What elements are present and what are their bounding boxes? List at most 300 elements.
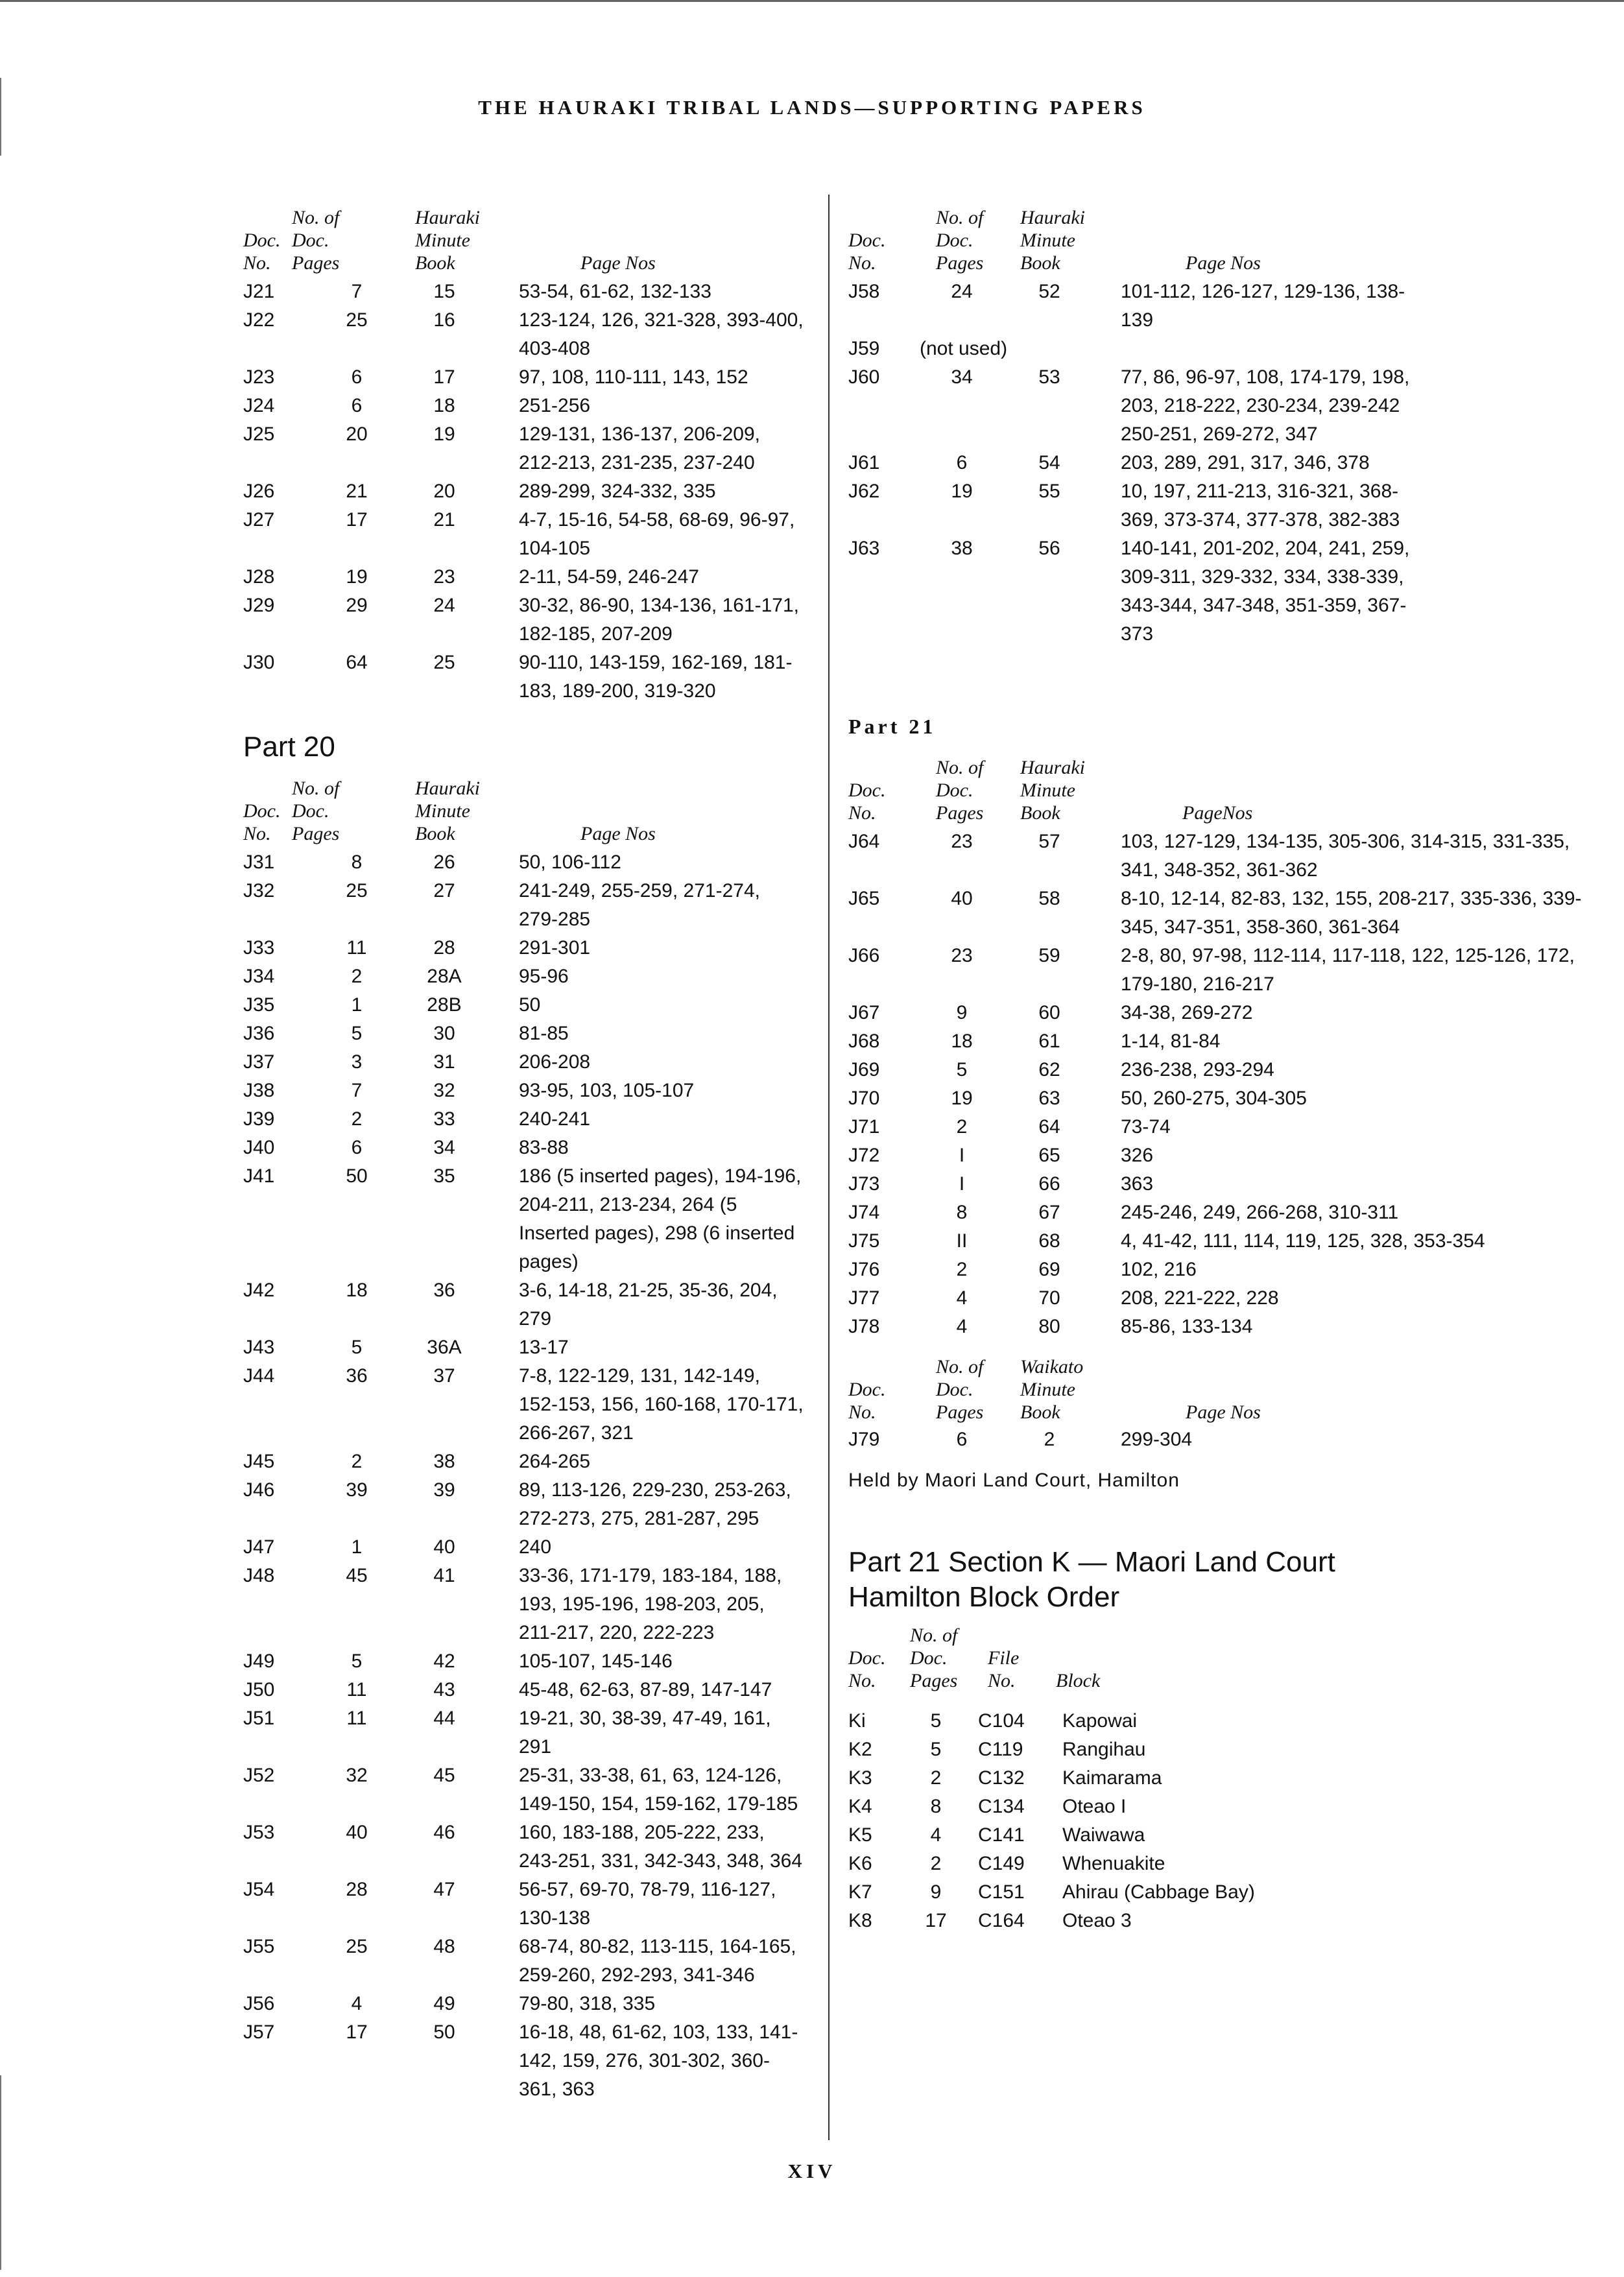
page-numbers: 79-80, 318, 335	[519, 1993, 656, 2014]
page-numbers: 4, 41-42, 111, 114, 119, 125, 328, 353-354	[1121, 1230, 1485, 1252]
doc-page-count: 39	[346, 1479, 368, 1501]
column-header: Doc.	[243, 230, 281, 251]
column-header: Doc.	[936, 780, 973, 801]
column-header: Book	[1020, 1401, 1060, 1423]
column-header: Doc.	[848, 1379, 886, 1400]
page-numbers: 103, 127-129, 134-135, 305-306, 314-315, 331-335, 341, 348-352, 361-362	[1121, 831, 1570, 881]
doc-number: J61	[848, 452, 880, 473]
page-numbers: 240	[519, 1536, 552, 1558]
doc-number: J34	[243, 966, 275, 987]
doc-number: J74	[848, 1202, 880, 1223]
doc-page-count: 25	[346, 1936, 368, 1957]
page-numbers: 97, 108, 110-111, 143, 152	[519, 366, 748, 388]
doc-page-count: 19	[951, 481, 973, 502]
column-header: Book	[415, 823, 455, 844]
doc-page-count: 6	[956, 452, 968, 473]
doc-number: K5	[848, 1824, 872, 1846]
page-numbers: 30-32, 86-90, 134-136, 161-171, 182-185, 207-209	[519, 595, 799, 645]
doc-number: J46	[243, 1479, 275, 1501]
column-header: Pages	[936, 1401, 984, 1423]
doc-number: J62	[848, 481, 880, 502]
minute-book: 67	[1038, 1202, 1060, 1223]
doc-page-count: 2	[351, 1108, 363, 1130]
doc-page-count: 36	[346, 1365, 368, 1387]
doc-number: J78	[848, 1316, 880, 1337]
doc-page-count: 8	[930, 1796, 942, 1817]
doc-number: J68	[848, 1031, 880, 1052]
column-header: Doc.	[848, 230, 886, 251]
doc-page-count: 34	[951, 366, 973, 388]
page-numbers: 2-11, 54-59, 246-247	[519, 566, 699, 588]
minute-book: 70	[1038, 1287, 1060, 1309]
minute-book: 41	[433, 1565, 455, 1586]
column-header: Minute	[1020, 230, 1075, 251]
doc-number: J63	[848, 538, 880, 559]
doc-number: K6	[848, 1853, 872, 1874]
block-name: Rangihau	[1062, 1739, 1146, 1760]
doc-page-count: 2	[930, 1767, 942, 1789]
page-numbers: 264-265	[519, 1451, 591, 1472]
doc-number: J73	[848, 1173, 880, 1195]
doc-number: J72	[848, 1145, 880, 1166]
minute-book: 21	[433, 509, 455, 531]
page-numbers: 90-110, 143-159, 162-169, 181-183, 189-200, 319-320	[519, 652, 793, 702]
page-numbers: 34-38, 269-272	[1121, 1002, 1253, 1023]
page-numbers: 45-48, 62-63, 87-89, 147-147	[519, 1679, 772, 1700]
page-numbers: 105-107, 145-146	[519, 1651, 673, 1672]
doc-number: J38	[243, 1080, 275, 1101]
page-numbers: 50, 106-112	[519, 852, 621, 873]
doc-page-count: 18	[951, 1031, 973, 1052]
minute-book: 60	[1038, 1002, 1060, 1023]
doc-page-count: 45	[346, 1565, 368, 1586]
doc-number: J76	[848, 1259, 880, 1280]
column-header-page-nos: Page Nos	[580, 823, 656, 844]
doc-number: J71	[848, 1116, 880, 1138]
column-header: Hauraki	[1020, 207, 1085, 228]
page-numbers: 73-74	[1121, 1116, 1171, 1138]
page-numbers: 56-57, 69-70, 78-79, 116-127, 130-138	[519, 1879, 776, 1929]
page-numbers: 13-17	[519, 1337, 569, 1358]
doc-page-count: I	[959, 1173, 965, 1195]
column-header: Hauraki	[415, 778, 480, 799]
doc-page-count: 21	[346, 481, 368, 502]
minute-book: 66	[1038, 1173, 1060, 1195]
page-numbers: 4-7, 15-16, 54-58, 68-69, 96-97, 104-105	[519, 509, 795, 559]
file-number: C149	[978, 1853, 1025, 1874]
doc-page-count: 7	[351, 1080, 363, 1101]
doc-page-count: 8	[351, 852, 363, 873]
doc-page-count: 11	[346, 1708, 367, 1729]
minute-book: 24	[433, 595, 455, 616]
doc-page-count: 4	[351, 1993, 363, 2014]
minute-book: 18	[433, 395, 455, 416]
minute-book: 45	[433, 1765, 455, 1786]
minute-book: 42	[433, 1651, 455, 1672]
page-numbers: 8-10, 12-14, 82-83, 132, 155, 208-217, 335-336, 339-345, 347-351, 358-360, 361-364	[1121, 888, 1582, 938]
doc-page-count: I	[959, 1145, 965, 1166]
page-numbers: 160, 183-188, 205-222, 233, 243-251, 331, 342-343, 348, 364	[519, 1822, 803, 1872]
column-header: No. of	[910, 1625, 958, 1646]
minute-book: 38	[433, 1451, 455, 1472]
doc-number: J70	[848, 1088, 880, 1109]
doc-number: J41	[243, 1165, 275, 1187]
page-numbers: 2-8, 80, 97-98, 112-114, 117-118, 122, 125-126, 172, 179-180, 216-217	[1121, 945, 1575, 995]
column-header: Hauraki	[415, 207, 480, 228]
page-numbers: 236-238, 293-294	[1121, 1059, 1274, 1080]
minute-book: 56	[1038, 538, 1060, 559]
column-header: Pages	[936, 802, 984, 824]
doc-number: J75	[848, 1230, 880, 1252]
page-numbers: 245-246, 249, 266-268, 310-311	[1121, 1202, 1399, 1223]
page-numbers: 3-6, 14-18, 21-25, 35-36, 204, 279	[519, 1280, 778, 1329]
doc-number: J33	[243, 937, 275, 959]
minute-book: 59	[1038, 945, 1060, 966]
column-header: No. of	[936, 1356, 984, 1377]
page-numbers: 81-85	[519, 1023, 569, 1044]
doc-number: J52	[243, 1765, 275, 1786]
doc-number: J40	[243, 1137, 275, 1158]
page-numbers: 50	[519, 994, 541, 1016]
top-edge-line	[0, 0, 1624, 2]
doc-number: K7	[848, 1881, 872, 1903]
doc-number: J28	[243, 566, 275, 588]
doc-page-count: 5	[351, 1023, 363, 1044]
minute-book: 19	[433, 423, 455, 445]
doc-number: J32	[243, 880, 275, 901]
doc-number: J51	[243, 1708, 275, 1729]
minute-book: 49	[433, 1993, 455, 2014]
column-header: Minute	[415, 800, 470, 822]
doc-page-count: 23	[951, 945, 973, 966]
doc-page-count: 17	[925, 1910, 947, 1931]
doc-page-count: 40	[346, 1822, 368, 1843]
minute-book: 61	[1038, 1031, 1060, 1052]
minute-book: 50	[433, 2021, 455, 2043]
minute-book: 57	[1038, 831, 1060, 852]
doc-number: J53	[243, 1822, 275, 1843]
column-header: Book	[415, 252, 455, 274]
column-header: Doc.	[292, 800, 329, 822]
doc-page-count: 4	[956, 1316, 968, 1337]
column-header: No.	[243, 823, 271, 844]
column-header: No. of	[936, 207, 984, 228]
minute-book: 40	[433, 1536, 455, 1558]
doc-number: J65	[848, 888, 880, 909]
doc-number: J21	[243, 281, 275, 302]
page-numbers: 363	[1121, 1173, 1154, 1195]
doc-number: J54	[243, 1879, 275, 1900]
minute-book: 64	[1038, 1116, 1060, 1138]
doc-number: J23	[243, 366, 275, 388]
minute-book: 46	[433, 1822, 455, 1843]
page-numbers: 299-304	[1121, 1429, 1193, 1450]
page-numbers: 19-21, 30, 38-39, 47-49, 161, 291	[519, 1708, 771, 1758]
page-numbers: 1-14, 81-84	[1121, 1031, 1221, 1052]
column-header: Minute	[1020, 1379, 1075, 1400]
doc-number: J30	[243, 652, 275, 673]
doc-number: J24	[243, 395, 275, 416]
minute-book: 20	[433, 481, 455, 502]
doc-page-count: 25	[346, 309, 368, 331]
column-header: No.	[848, 1670, 876, 1691]
minute-book: 36A	[427, 1337, 462, 1358]
block-name: Oteao 3	[1062, 1910, 1132, 1931]
doc-number: J42	[243, 1280, 275, 1301]
column-header: Doc.	[848, 1647, 886, 1669]
column-header: Pages	[292, 252, 340, 274]
section-title: Part 21 Section K — Maori Land Court	[848, 1546, 1335, 1578]
doc-page-count: 4	[930, 1824, 942, 1846]
page-numbers: 206-208	[519, 1051, 591, 1073]
minute-book: 53	[1038, 366, 1060, 388]
doc-page-count: 23	[951, 831, 973, 852]
section-title: Part 21	[848, 715, 937, 738]
doc-number: J56	[243, 1993, 275, 2014]
minute-book: 52	[1038, 281, 1060, 302]
minute-book: 54	[1038, 452, 1060, 473]
column-header: Doc.	[292, 230, 329, 251]
page-numbers: 102, 216	[1121, 1259, 1197, 1280]
doc-page-count: 9	[956, 1002, 968, 1023]
doc-number: J36	[243, 1023, 275, 1044]
minute-book: 43	[433, 1679, 455, 1700]
minute-book: 28	[433, 937, 455, 959]
page-numbers: 140-141, 201-202, 204, 241, 259, 309-311, 329-332, 334, 338-339, 343-344, 347-348, 351-359, 367-373	[1121, 538, 1410, 645]
doc-page-count: 2	[351, 1451, 363, 1472]
column-header: Pages	[936, 252, 984, 274]
doc-number: J44	[243, 1365, 275, 1387]
doc-number: K3	[848, 1767, 872, 1789]
column-header-block: Block	[1056, 1670, 1101, 1691]
block-name: Waiwawa	[1062, 1824, 1145, 1846]
page-numbers: 208, 221-222, 228	[1121, 1287, 1279, 1309]
doc-number: J27	[243, 509, 275, 531]
doc-page-count: 1	[351, 994, 363, 1016]
doc-number: J48	[243, 1565, 275, 1586]
column-header: File	[988, 1647, 1020, 1669]
page-numbers: 89, 113-126, 229-230, 253-263, 272-273, 275, 281-287, 295	[519, 1479, 791, 1529]
minute-book: 80	[1038, 1316, 1060, 1337]
block-name: Oteao I	[1062, 1796, 1127, 1817]
page-title: THE HAURAKI TRIBAL LANDS—SUPPORTING PAPERS	[478, 96, 1146, 119]
file-number: C134	[978, 1796, 1025, 1817]
page-number: XIV	[787, 2160, 837, 2182]
minute-book: 39	[433, 1479, 455, 1501]
column-header-page-nos: Page Nos	[1186, 252, 1261, 274]
column-header: Book	[1020, 802, 1060, 824]
file-number: C119	[978, 1739, 1023, 1760]
minute-book: 17	[433, 366, 455, 388]
doc-number: K8	[848, 1910, 872, 1931]
doc-number: J35	[243, 994, 275, 1016]
column-header-page-nos: Page Nos	[580, 252, 656, 274]
doc-number: J22	[243, 309, 275, 331]
minute-book: 65	[1038, 1145, 1060, 1166]
minute-book: 23	[433, 566, 455, 588]
minute-book: 44	[433, 1708, 455, 1729]
doc-number: J60	[848, 366, 880, 388]
doc-page-count: 2	[956, 1116, 968, 1138]
minute-book: 69	[1038, 1259, 1060, 1280]
doc-page-count: 64	[346, 652, 368, 673]
doc-page-count: II	[956, 1230, 968, 1252]
page-numbers: 50, 260-275, 304-305	[1121, 1088, 1307, 1109]
doc-number: J39	[243, 1108, 275, 1130]
column-header-page-nos: PageNos	[1182, 802, 1253, 824]
page-numbers: 291-301	[519, 937, 591, 959]
doc-page-count: 32	[346, 1765, 368, 1786]
minute-book: 31	[433, 1051, 455, 1073]
minute-book: 28B	[427, 994, 462, 1016]
doc-page-count: 5	[930, 1739, 942, 1760]
column-header: Minute	[1020, 780, 1075, 801]
doc-page-count: 3	[351, 1051, 363, 1073]
doc-page-count: 2	[956, 1259, 968, 1280]
doc-number: J69	[848, 1059, 880, 1080]
minute-book: 33	[433, 1108, 455, 1130]
block-name: Whenuakite	[1062, 1853, 1165, 1874]
minute-book: 47	[433, 1879, 455, 1900]
page-numbers: 85-86, 133-134	[1121, 1316, 1253, 1337]
column-header: Hauraki	[1020, 757, 1085, 778]
file-number: C164	[978, 1910, 1025, 1931]
page-numbers: 77, 86, 96-97, 108, 174-179, 198, 203, 218-222, 230-234, 239-242 250-251, 269-272, 347	[1121, 366, 1410, 445]
column-header: No.	[988, 1670, 1016, 1691]
doc-page-count: 11	[346, 1679, 367, 1700]
page-numbers: 241-249, 255-259, 271-274, 279-285	[519, 880, 760, 930]
doc-number: K4	[848, 1796, 872, 1817]
column-header: No.	[848, 802, 876, 824]
page-numbers: 186 (5 inserted pages), 194-196, 204-211, 213-234, 264 (5 Inserted pages), 298 (6 inserted pages)	[519, 1165, 802, 1272]
doc-number: J26	[243, 481, 275, 502]
page-numbers: 68-74, 80-82, 113-115, 164-165, 259-260, 292-293, 341-346	[519, 1936, 796, 1986]
doc-number: J57	[243, 2021, 275, 2043]
page-numbers: 10, 197, 211-213, 316-321, 368-369, 373-374, 377-378, 382-383	[1121, 481, 1400, 531]
column-header: No.	[848, 252, 876, 274]
minute-book: 55	[1038, 481, 1060, 502]
doc-number: K2	[848, 1739, 872, 1760]
minute-book: 58	[1038, 888, 1060, 909]
minute-book: 32	[433, 1080, 455, 1101]
column-header: Pages	[292, 823, 340, 844]
column-header: No. of	[292, 778, 340, 799]
column-header: Book	[1020, 252, 1060, 274]
column-header: Waikato	[1020, 1356, 1084, 1377]
doc-page-count: 40	[951, 888, 973, 909]
minute-book: 48	[433, 1936, 455, 1957]
minute-book: 34	[433, 1137, 455, 1158]
doc-page-count: 11	[346, 937, 367, 959]
doc-page-count: 38	[951, 538, 973, 559]
page-numbers: 53-54, 61-62, 132-133	[519, 281, 711, 302]
column-header: Minute	[415, 230, 470, 251]
column-header: Pages	[910, 1670, 958, 1691]
doc-number: Ki	[848, 1710, 866, 1732]
doc-page-count: 5	[351, 1337, 363, 1358]
minute-book: 63	[1038, 1088, 1060, 1109]
doc-page-count: 17	[346, 509, 368, 531]
minute-book: 62	[1038, 1059, 1060, 1080]
doc-number: J79	[848, 1429, 880, 1450]
column-header-page-nos: Page Nos	[1186, 1401, 1261, 1423]
minute-book: 15	[433, 281, 455, 302]
page-numbers: 123-124, 126, 321-328, 393-400, 403-408	[519, 309, 804, 359]
page-numbers: 289-299, 324-332, 335	[519, 481, 716, 502]
column-header: Doc.	[936, 230, 973, 251]
file-number: C104	[978, 1710, 1025, 1732]
section-subtitle: Hamilton Block Order	[848, 1581, 1120, 1613]
doc-number: J50	[243, 1679, 275, 1700]
page-numbers: 95-96	[519, 966, 569, 987]
page-numbers: 16-18, 48, 61-62, 103, 133, 141-142, 159, 276, 301-302, 360-361, 363	[519, 2021, 798, 2100]
minute-book: 68	[1038, 1230, 1060, 1252]
page-numbers: 251-256	[519, 395, 591, 416]
doc-page-count: 19	[346, 566, 368, 588]
doc-number: J45	[243, 1451, 275, 1472]
minute-book: 25	[433, 652, 455, 673]
column-header: No. of	[936, 757, 984, 778]
doc-number: J66	[848, 945, 880, 966]
doc-page-count: 28	[346, 1879, 368, 1900]
doc-page-count: 18	[346, 1280, 368, 1301]
page-numbers: 33-36, 171-179, 183-184, 188, 193, 195-196, 198-203, 205, 211-217, 220, 222-223	[519, 1565, 782, 1643]
doc-page-count: 29	[346, 595, 368, 616]
doc-number: J59	[848, 338, 880, 359]
minute-book: 27	[433, 880, 455, 901]
doc-page-count: 4	[956, 1287, 968, 1309]
doc-page-count: 20	[346, 423, 368, 445]
doc-page-count: 5	[930, 1710, 942, 1732]
page-numbers: 7-8, 122-129, 131, 142-149, 152-153, 156, 160-168, 170-171, 266-267, 321	[519, 1365, 804, 1444]
column-header: Doc.	[936, 1379, 973, 1400]
block-name: Kapowai	[1062, 1710, 1138, 1732]
minute-book: 35	[433, 1165, 455, 1187]
section-title: Part 20	[243, 731, 335, 763]
doc-number: J77	[848, 1287, 880, 1309]
minute-book: 2	[1044, 1429, 1055, 1450]
doc-page-count: 25	[346, 880, 368, 901]
doc-page-count: 9	[930, 1881, 942, 1903]
doc-number: J29	[243, 595, 275, 616]
doc-page-count: 2	[930, 1853, 942, 1874]
minute-book: 30	[433, 1023, 455, 1044]
page-numbers: 203, 289, 291, 317, 346, 378	[1121, 452, 1370, 473]
doc-number: J37	[243, 1051, 275, 1073]
doc-page-count: 1	[351, 1536, 363, 1558]
minute-book: 36	[433, 1280, 455, 1301]
block-name: Kaimarama	[1062, 1767, 1162, 1789]
doc-number: J55	[243, 1936, 275, 1957]
column-header: No.	[848, 1401, 876, 1423]
doc-number: J47	[243, 1536, 275, 1558]
doc-page-count: 5	[956, 1059, 968, 1080]
minute-book: 37	[433, 1365, 455, 1387]
doc-page-count: 7	[351, 281, 363, 302]
column-header: Doc.	[910, 1647, 948, 1669]
minute-book: 16	[433, 309, 455, 331]
doc-page-count: 24	[951, 281, 973, 302]
minute-book: 28A	[427, 966, 462, 987]
doc-page-count: 6	[351, 366, 363, 388]
block-name: Ahirau (Cabbage Bay)	[1062, 1881, 1255, 1903]
doc-number: J43	[243, 1337, 275, 1358]
column-header: No. of	[292, 207, 340, 228]
doc-number: J64	[848, 831, 880, 852]
doc-number: J31	[243, 852, 275, 873]
file-number: C132	[978, 1767, 1025, 1789]
doc-page-count: 6	[351, 395, 363, 416]
